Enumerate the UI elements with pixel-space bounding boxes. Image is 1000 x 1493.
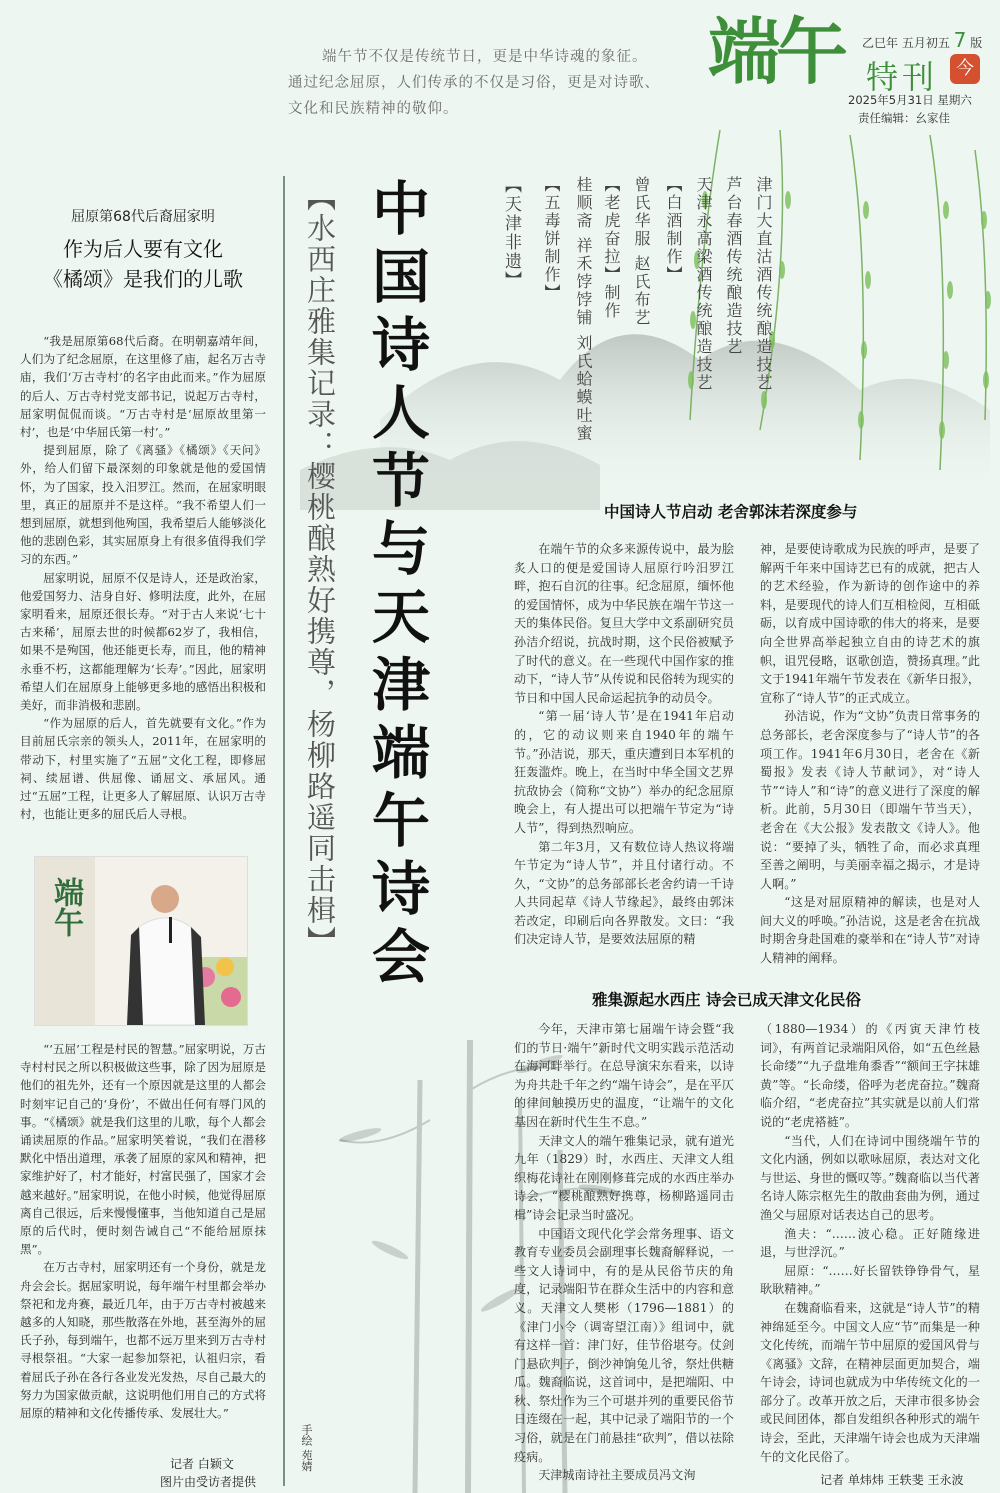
section2-column-1 (514, 1020, 734, 1485)
section2-column-2 (760, 1020, 980, 1466)
left-article-continued (20, 1040, 266, 1422)
headline-line-2: 《橘颂》是我们的儿歌 (43, 267, 243, 291)
section1-paragraph: “第一届‘诗人节’是在1941年启动的，它的动议则来自1940年的端午节。”孙洁说，那天，重庆遭到日本军机的狂轰滥炸。晚上，在当时中华全国文艺界抗敌协会（简称“文协”）举办的纪念屈原晚会上，有人提出可以把端午节定为“诗人节”，得到热烈响应。 (514, 709, 734, 835)
left-paragraph: 提到屈原，除了《离骚》《橘颂》《天问》外，给人们留下最深刻的印象就是他的爱国情怀，为了国家，投入汨罗江。然而，在屈家明眼里，真正的屈原并不是这样。“我不希望人们一想到屈原，就想到他殉国，我希望后人能够淡化他的悲剧色彩，其实屈原身上有很多值得我们学习的东西。” (20, 443, 266, 567)
column-divider (283, 176, 285, 1486)
vertical-subtitle: 【水西庄雅集记录：樱桃酿熟好携尊，杨柳路遥同击楫】 (303, 182, 337, 957)
section2-paragraph: 天津城南诗社主要成员冯文洵 (538, 1468, 696, 1483)
masthead-date: 2025年5月31日 星期六 (848, 93, 972, 107)
tagline-line-1: 端午节不仅是传统节日，更是中华诗魂的象征。 (322, 49, 648, 65)
section2-headline: 雅集源起水西庄 诗会已成天津文化民俗 (592, 991, 861, 1009)
left-paragraph: “我是屈原第68代后裔。在明朝嘉靖年间，人们为了纪念屈原，在这里修了庙，起名万古寺庙，我们‘万古寺村’的名字由此而来。”作为屈原的后人、万古寺村党支部书记，说起万古寺村，屈家明侃侃而谈。“万古寺村是‘屈原故里第一村’，也是‘中华屈氏第一村’。” (20, 334, 266, 440)
lunar-date: 乙巳年 五月初五 (862, 36, 950, 50)
section1-headline: 中国诗人节启动 老舍郭沫若深度参与 (604, 503, 858, 521)
tagline-line-2: 通过纪念屈原，人们传承的不仅是习俗，更是对诗歌、 (288, 75, 660, 91)
page-number: 7 (953, 28, 967, 52)
masthead-title: 端午 (708, 9, 845, 94)
heritage-item: 芦台春酒传统酿造技艺 (724, 176, 743, 356)
main-title: 中国诗人节与天津端午诗会 (362, 178, 430, 994)
section1-paragraph: 神，是要使诗歌成为民族的呼声，是要了解两千年来中国诗艺已有的成就，把古人的艺术经验，作为新诗的创作途中的养料，是要现代的诗人们互相检阅，互相砥砺，以育成中国诗歌的伟大的将来，是要向全世界高举起独立自由的诗艺术的旗帜，诅咒侵略，讴歌创造，赞扬真理。”此文于1941年端午节发表在《新华日报》，宣称了“诗人节”的正式成立。 (760, 542, 980, 705)
heritage-item: 桂顺斋 祥禾饽饽铺 刘氏蛤蟆吐蜜 (574, 176, 593, 443)
heritage-item: 曾氏华服 赵氏布艺 (632, 176, 651, 328)
heritage-label: 【天津非遗】 (501, 176, 521, 290)
heritage-item: 津门大直沽酒传统酿造技艺 (754, 176, 773, 392)
heritage-label: 【五毒饼制作】 (542, 176, 561, 302)
section1-column-1 (514, 540, 734, 949)
heritage-item: 天津永高梁酒传统酿造技艺 (694, 176, 713, 392)
section1-paragraph: 第二年3月，又有数位诗人热议将端午节定为“诗人节”，并且付诸行动。不久，“文协”的总务部部长老舍约请一千诗人共同起草《诗人节缘起》，最终由郭沫若改定，印刷后向各界散发。文曰：“我们决定诗人节，是要效法屈原的精 (514, 839, 734, 947)
section1-paragraph: “这是对屈原精神的解读，也是对人间大义的呼唤。”孙洁说，这是老舍在抗战时期舍身赴国难的豪举和在“诗人节”对诗人精神的阐释。 (760, 895, 980, 966)
heritage-label: 【老虎奋拉】制作 (602, 176, 621, 320)
headline-line-1: 作为后人要有文化 (63, 237, 223, 261)
heritage-label: 【白酒制作】 (664, 176, 683, 284)
left-article-kicker: 屈原第68代后裔屈家明 (71, 209, 215, 225)
left-article (20, 200, 266, 823)
left-credit-photo: 图片由受访者提供 (160, 1475, 257, 1489)
masthead-date-lunar (862, 28, 982, 52)
left-paragraph: “‘五屈’工程是村民的智慧。”屈家明说，万古寺村村民之所以积极做这些事，除了因为屈原是他们的祖先外，还有一个原因就是这里的人都会时刻牢记自己的‘身份’，不做出任何有辱门风的事。“《橘颂》就是我们这里的儿歌，每个人都会诵读屈原的作品。”屈家明笑着说，“我们在潜移默化中悟出道理，承袭了屈原的家风和精神，把家维护好了，村才能好，村富民强了，国家才会越来越好。”屈家明说，在他小时候，他觉得屈原离自己很远，后来慢慢懂事，当他知道自己是屈原的后代时，便时刻告诫自己“不能给屈原抹黑”。 (20, 1042, 266, 1257)
illustration-credit: 手绘 苑婧 (300, 1424, 313, 1472)
masthead-subtitle: 特刊 (866, 58, 939, 96)
left-paragraph: 在万古寺村，屈家明还有一个身份，就是龙舟会会长。据屈家明说，每年端午村里都会举办祭祀和龙舟赛，最近几年，由于万古寺村被越来越多的人知晓，那些散落在外地，甚至海外的屈氏子孙，每到端午，也都不远万里来到万古寺村寻根祭祖。“大家一起参加祭祀，认祖归宗，看着屈氏子孙在各行各业发光发热，尽自己最大的努力为国家做贡献，这说明他们用自己的方式将屈原的精神和文化传播传承、发展壮大。” (20, 1260, 266, 1421)
section2-paragraph: （1880—1934）的《丙寅天津竹枝词》，有两首记录端阳风俗，如“五色丝悬长命缕”“九子盘堆角黍香”“额间王字抹雄黄”等。“长命缕，俗呼为老虎奋拉。”魏裔临介绍，“老虎奋拉”其实就是以前人们常说的“老虎褡裢”。 (760, 1022, 980, 1129)
tagline-line-3: 文化和民族精神的敬仰。 (288, 101, 459, 117)
masthead-stamp: 今 (950, 54, 980, 84)
section2-paragraph: 天津文人的端午雅集记录，就有道光九年（1829）时，水西庄、天津文人组织梅花诗社在刚刚修葺完成的水西庄举办诗会，“樱桃酿熟好携尊，杨柳路遥同击楫”诗会记录当时盛况。 (514, 1133, 734, 1222)
left-paragraph: 屈家明说，屈原不仅是诗人，还是政治家，他爱国努力、洁身自好、修明法度，此外，在屈家明看来，屈原还很长寿。“对于古人来说‘七十古来稀’，屈原去世的时候都62岁了，我相信，如果不是殉国，他还能更长寿，而且，他的精神永垂不朽，这都能理解为‘长寿’。”因此，屈家明希望人们在屈原身上能够更多地的感悟出积极和美好，而非消极和悲剧。 (20, 570, 266, 713)
section1-paragraph: 孙洁说，作为“文协”负责日常事务的总务部长，老舍深度参与了“诗人节”的各项工作。1941年6月30日，老舍在《新蜀报》发表《诗人节献词》，对“诗人节”“诗人”和“诗”的意义进行了深度的解析。此前，5月30日（即端午节当天），老舍在《大公报》发表散文《诗人》。他说：“要掉了头，牺牲了命，而必求真理至善之阐明，与美丽幸福之揭示，才是诗人啊。” (760, 709, 980, 891)
page-suffix: 版 (970, 36, 983, 50)
masthead-editor: 责任编辑：幺家佳 (858, 111, 950, 125)
section1-paragraph: 在端午节的众多来源传说中，最为脍炙人口的便是爱国诗人屈原行吟汨罗江畔，抱石自沉的往事。纪念屈原，缅怀他的爱国情怀，成为中华民族在端午节这一天的集体民俗。复旦大学中文系副研究员孙洁介绍说，抗战时期，这个民俗被赋予了时代的意义。在一些现代中国作家的推动下，“诗人节”从传说和民俗转为现实的节日和中国人民命运起抗争的动员令。 (514, 542, 734, 705)
section2-paragraph: 屈原：“……好长留铁铮铮骨气，星耿耿精神。” (760, 1263, 980, 1297)
section2-paragraph: 今年，天津市第七届端午诗会暨“我们的节日·端午”新时代文明实践示范活动在海河畔举行。在总导演宋东看来，以诗为舟共赴千年之约“端午诗会”，是在平仄的律间触摸历史的温度，“让端午的文化基因在新时代生生不息。” (514, 1022, 734, 1129)
section2-credit: 记者 单炜炜 王轶斐 王永波 (820, 1473, 964, 1487)
left-article-headline (20, 234, 266, 294)
section2-paragraph: “当代，人们在诗词中围绕端午节的文化内涵，例如以歌咏屈原，表达对文化与世运、身世的慨叹等。”魏裔临以当代著名诗人陈宗枢先生的散曲套曲为例，通过渔父与屈原对话表达自己的思考。 (760, 1133, 980, 1222)
header-tagline (288, 44, 688, 122)
left-credit-writer: 记者 白颖文 (170, 1457, 234, 1471)
section2-paragraph: 在魏裔临看来，这就是“诗人节”的精神绵延至今。中国文人应“节”而集是一种文化传统，而端午节中屈原的爱国风骨与《离骚》文辞，在精神层面更加契合，端午诗会，诗词也就成为中华传统文化的一部分了。改革开放之后，天津市很多协会或民间团体，都自发组织各种形式的端午诗会，至此，天津端午诗会也成为天津端午的文化民俗了。 (760, 1300, 980, 1464)
left-paragraph: “作为屈原的后人，首先就要有文化。”作为目前屈氏宗亲的领头人，2011年，在屈家明的带动下，村里实施了“五屈”文化工程，即修屈祠、续屈谱、供屈像、诵屈文、承屈风。通过“五屈”工程，让更多人了解屈原、认识万古寺村，也能让更多的屈氏后人寻根。 (20, 716, 266, 822)
section2-paragraph: 中国语文现代化学会常务理事、语文教育专业委员会副理事长魏裔解释说，一些文人诗词中，有的是从民俗节庆的角度，记录端阳节在群众生活中的内容和意义。天津文人樊彬（1796—1881）的《津门小令（调寄望江南）》组词中，就有这样一首：津门好，佳节俗堪夸。仗剑门悬砍判子，倒沙神饷兔儿爷，祭灶供糖瓜。魏裔临说，这首词中，是把端阳、中秋、祭灶作为三个可堪并列的重要民俗节日连缀在一起，其中记录了端阳节的一个习俗，就是在门前悬挂“砍判”，借以祛除疫病。 (514, 1226, 734, 1464)
section2-paragraph: 渔夫：“……波心稳。正好随缘进退，与世浮沉。” (760, 1226, 980, 1260)
interview-photo (34, 856, 248, 1026)
section1-column-2 (760, 540, 980, 968)
photo-banner-text: 端午 (48, 877, 83, 937)
